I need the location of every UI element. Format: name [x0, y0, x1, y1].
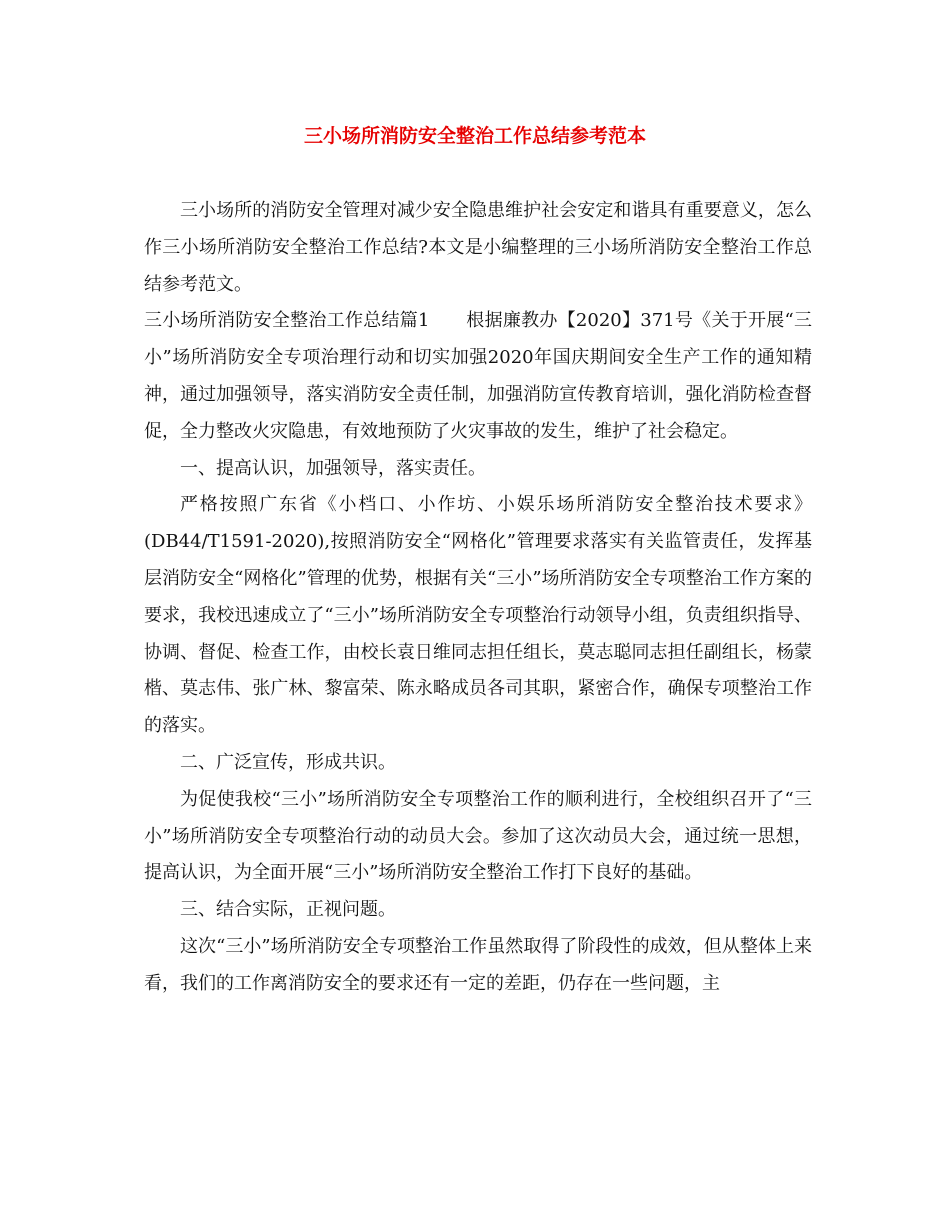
paragraph-section-3: 这次“三小”场所消防安全专项整治工作虽然取得了阶段性的成效，但从整体上来看，我们的工作离消防安全的要求还有一定的差距，仍存在一些问题，主 [144, 935, 812, 994]
section-heading-3: 三、结合实际，正视问题。 [180, 899, 396, 921]
paragraph-intro: 三小场所的消防安全管理对减少安全隐患维护社会安定和谐具有重要意义，怎么作三小场所消防安全整治工作总结?本文是小编整理的三小场所消防安全整治工作总结参考范文。 [144, 200, 812, 295]
paragraph-section-2: 为促使我校“三小”场所消防安全专项整治工作的顺利进行，全校组织召开了“三小”场所消防安全专项整治行动的动员大会。参加了这次动员大会，通过统一思想，提高认识，为全面开展“三小”场所消防安全整治工作打下良好的基础。 [144, 788, 812, 884]
document-title: 三小场所消防安全整治工作总结参考范本 [303, 125, 646, 147]
document-body [144, 193, 812, 1003]
section-heading-1: 一、提高认识，加强领导，落实责任。 [180, 457, 486, 479]
section-heading-2: 二、广泛宣传，形成共识。 [180, 751, 396, 773]
paragraph-section-1: 严格按照广东省《小档口、小作坊、小娱乐场所消防安全整治技术要求》(DB44/T1591-2020),按照消防安全“网格化”管理要求落实有关监管责任，发挥基层消防安全“网格化”管理的优势，根据有关“三小”场所消防安全专项整治工作方案的要求，我校迅速成立了“三小”场所消防安全专项整治行动领导小组，负责组织指导、协调、督促、检查工作，由校长袁日维同志担任组长，莫志聪同志担任副组长，杨蒙楷、莫志伟、张广林、黎富荣、陈永略成员各司其职，紧密合作，确保专项整治工作的落实。 [144, 494, 812, 737]
paragraph-article-1: 三小场所消防安全整治工作总结篇1 根据廉教办【2020】371号《关于开展“三小”场所消防安全专项治理行动和切实加强2020年国庆期间安全生产工作的通知精神，通过加强领导，落实消防安全责任制，加强消防宣传教育培训，强化消防检查督促，全力整改火灾隐患，有效地预防了火灾事故的发生，维护了社会稳定。 [144, 310, 812, 442]
